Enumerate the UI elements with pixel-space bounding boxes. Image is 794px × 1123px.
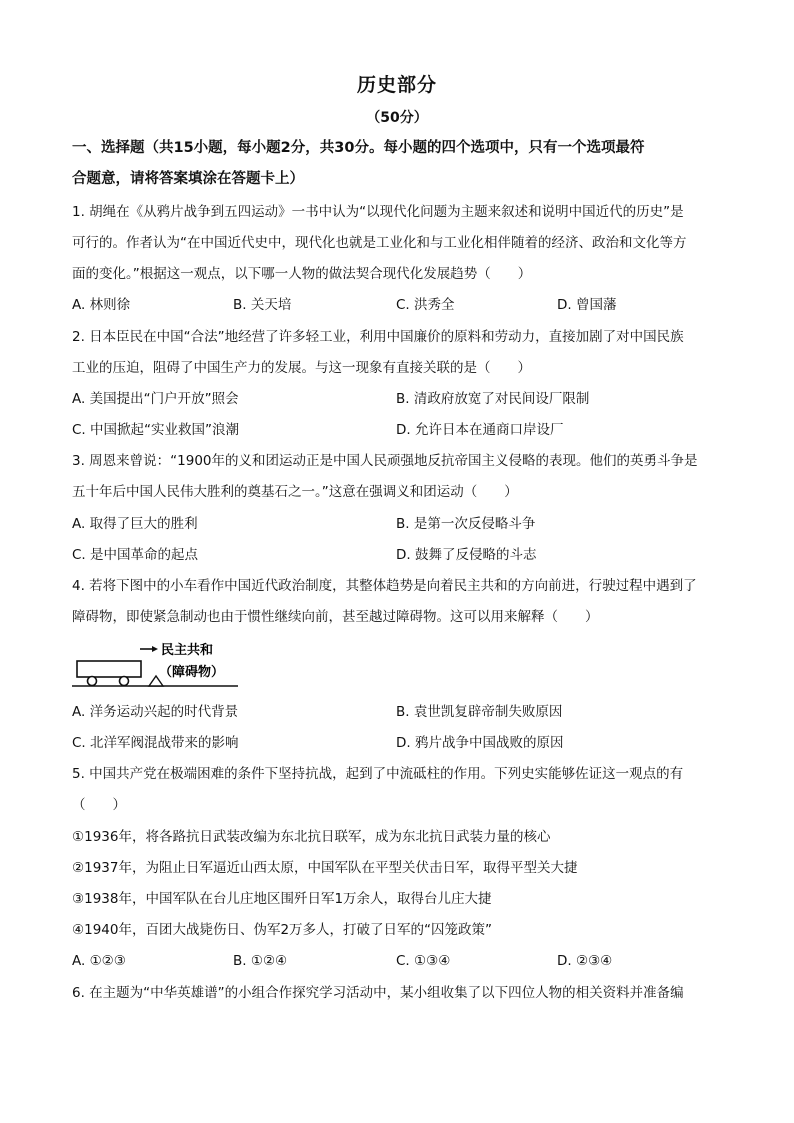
question-1-line-3: 面的变化。”根据这一观点，以下哪一人物的做法契合现代化发展趋势（ ） [72,266,532,282]
page-title: 历史部分 [356,74,437,96]
question-2-line-1: 2. 日本臣民在中国“合法”地经营了许多轻工业，利用中国廉价的原料和劳动力，直接加剧了对中国民族 [72,329,684,345]
question-2-option-d: D. 允许日本在通商口岸设厂 [396,422,564,438]
question-4-option-d: D. 鸦片战争中国战败的原因 [396,735,564,751]
section-heading-line-1: 一、选择题（共15小题，每小题2分，共30分。每小题的四个选项中，只有一个选项最符 [72,140,645,156]
question-3-option-c: C. 是中国革命的起点 [72,547,199,563]
question-1-option-c: C. 洪秀全 [396,297,455,313]
question-5-statement-2: ②1937年，为阻止日军逼近山西太原，中国军队在平型关伏击日军，取得平型关大捷 [72,860,578,876]
cart-figure [72,640,242,692]
question-3-option-d: D. 鼓舞了反侵略的斗志 [396,547,537,563]
section-heading-line-2: 合题意，请将答案填涂在答题卡上） [72,171,304,187]
question-1-line-2: 可行的。作者认为“在中国近代史中，现代化也就是工业化和与工业化相伴随着的经济、政治和文化等方 [72,235,687,251]
question-5-statement-4: ④1940年，百团大战毙伤日、伪军2万多人，打破了日军的“囚笼政策” [72,922,493,938]
question-6-line-1: 6. 在主题为“中华英雄谱”的小组合作探究学习活动中，某小组收集了以下四位人物的相关资料并准备编 [72,985,684,1001]
question-2-option-a: A. 美国提出“门户开放”照会 [72,391,239,407]
section-score: （50分） [366,110,428,126]
question-1-option-b: B. 关天培 [233,297,292,313]
question-1-option-d: D. 曾国藩 [557,297,617,313]
arrow-label: 民主共和 [161,643,214,658]
question-4-option-a: A. 洋务运动兴起的时代背景 [72,704,239,720]
question-1-line-1: 1. 胡绳在《从鸦片战争到五四运动》一书中认为“以现代化问题为主题来叙述和说明中国近代的历史”是 [72,204,684,220]
question-4-line-1: 4. 若将下图中的小车看作中国近代政治制度，其整体趋势是向着民主共和的方向前进，行驶过程中遇到了 [72,578,697,594]
question-2-line-2: 工业的压迫，阻碍了中国生产力的发展。与这一现象有直接关联的是（ ） [72,360,531,376]
question-2-option-b: B. 清政府放宽了对民间设厂限制 [396,391,590,407]
cart-body [77,661,141,677]
question-5-option-b: B. ①②④ [233,953,288,969]
question-1-option-a: A. 林则徐 [72,297,131,313]
question-5-option-d: D. ②③④ [557,953,613,969]
arrow-head [152,646,158,652]
question-2-option-c: C. 中国掀起“实业救国”浪潮 [72,422,239,438]
question-5-line-2: （ ） [72,797,126,813]
question-4-option-b: B. 袁世凯复辟帝制失败原因 [396,704,563,720]
obstacle-label: （障碍物） [159,665,225,680]
question-3-line-2: 五十年后中国人民伟大胜利的奠基石之一。”这意在强调义和团运动（ ） [72,484,518,500]
question-3-option-b: B. 是第一次反侵略斗争 [396,516,536,532]
question-5-option-a: A. ①②③ [72,953,126,969]
question-4-option-c: C. 北洋军阀混战带来的影响 [72,735,239,751]
cart-wheel-left [88,677,97,686]
cart-wheel-right [120,677,129,686]
question-5-statement-3: ③1938年，中国军队在台儿庄地区围歼日军1万余人，取得台儿庄大捷 [72,891,492,907]
question-5-option-c: C. ①③④ [396,953,451,969]
question-5-statement-1: ①1936年，将各路抗日武装改编为东北抗日联军，成为东北抗日武装力量的核心 [72,829,551,845]
question-4-line-2: 障碍物，即使紧急制动也由于惯性继续向前，甚至越过障碍物。这可以用来解释（ ） [72,609,599,625]
question-3-line-1: 3. 周恩来曾说：“1900年的义和团运动正是中国人民顽强地反抗帝国主义侵略的表现。他们的英勇斗争是 [72,453,698,469]
question-3-option-a: A. 取得了巨大的胜利 [72,516,198,532]
question-5-line-1: 5. 中国共产党在极端困难的条件下坚持抗战，起到了中流砥柱的作用。下列史实能够佐证这一观点的有 [72,766,684,782]
